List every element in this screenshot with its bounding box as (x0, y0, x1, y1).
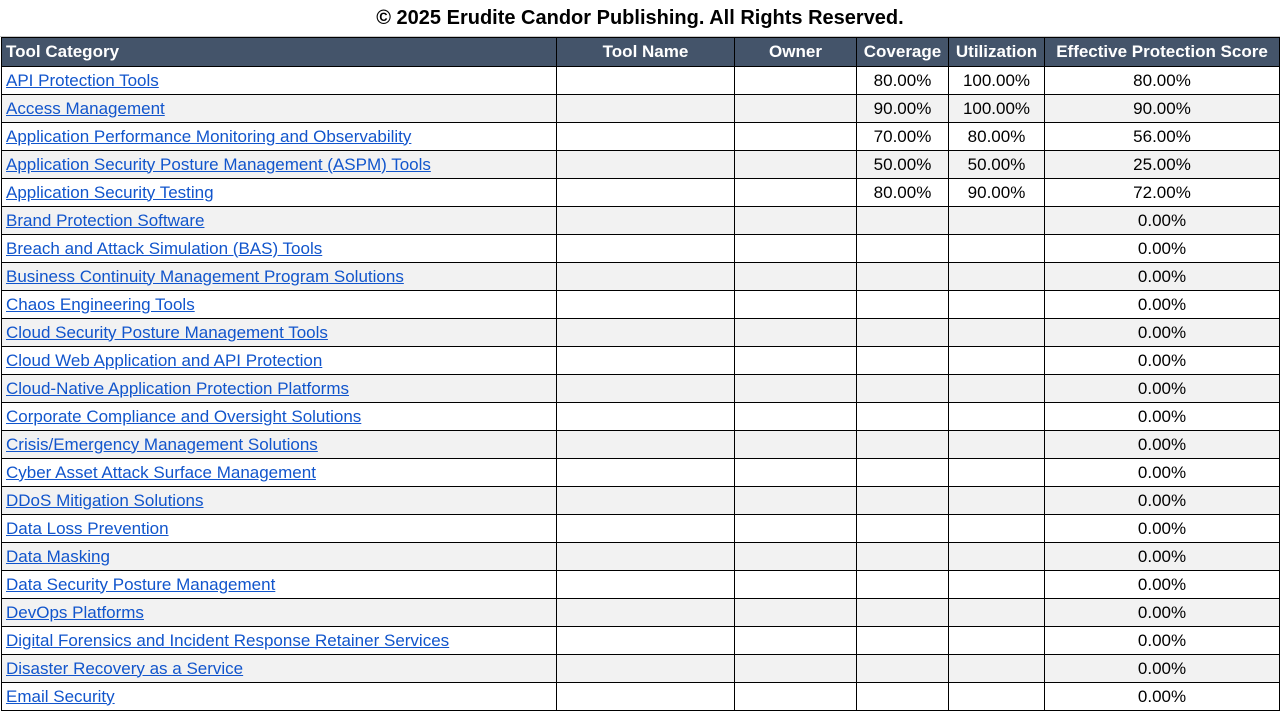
table-row (2, 599, 1280, 627)
effective-protection-score-cell[interactable]: 0.00% (1045, 431, 1280, 459)
tool-name-cell[interactable] (557, 67, 735, 95)
tool-category-cell[interactable] (2, 571, 557, 599)
tool-category-cell[interactable] (2, 683, 557, 711)
coverage-cell[interactable]: 50.00% (857, 151, 949, 179)
coverage-cell[interactable] (857, 263, 949, 291)
tool-category-link[interactable]: Application Performance Monitoring and Observability (6, 126, 412, 146)
owner-cell[interactable] (735, 235, 857, 263)
tool-name-cell[interactable] (557, 487, 735, 515)
table-row (2, 263, 1280, 291)
tool-name-cell[interactable] (557, 683, 735, 711)
utilization-cell[interactable] (949, 263, 1045, 291)
tool-category-link[interactable]: DevOps Platforms (6, 602, 144, 622)
table-row (2, 655, 1280, 683)
coverage-cell[interactable]: 80.00% (857, 179, 949, 207)
tool-category-cell[interactable] (2, 319, 557, 347)
effective-protection-score-cell[interactable]: 0.00% (1045, 291, 1280, 319)
effective-protection-score-cell[interactable]: 0.00% (1045, 235, 1280, 263)
effective-protection-score-cell[interactable]: 0.00% (1045, 571, 1280, 599)
effective-protection-score-cell[interactable]: 80.00% (1045, 67, 1280, 95)
column-header-effective-protection-score[interactable]: Effective Protection Score (1045, 38, 1280, 67)
utilization-cell[interactable] (949, 403, 1045, 431)
tool-name-cell[interactable] (557, 375, 735, 403)
coverage-cell[interactable] (857, 627, 949, 655)
owner-cell[interactable] (735, 487, 857, 515)
effective-protection-score-cell[interactable]: 0.00% (1045, 487, 1280, 515)
utilization-cell[interactable]: 90.00% (949, 179, 1045, 207)
owner-cell[interactable] (735, 95, 857, 123)
column-header-owner[interactable]: Owner (735, 38, 857, 67)
tool-name-cell[interactable] (557, 263, 735, 291)
coverage-cell[interactable] (857, 347, 949, 375)
tool-name-cell[interactable] (557, 151, 735, 179)
table-row (2, 207, 1280, 235)
tool-name-cell[interactable] (557, 515, 735, 543)
tool-category-cell[interactable] (2, 431, 557, 459)
utilization-cell[interactable] (949, 683, 1045, 711)
tool-category-link[interactable]: Cloud Web Application and API Protection (6, 350, 323, 370)
tool-name-cell[interactable] (557, 431, 735, 459)
utilization-cell[interactable]: 100.00% (949, 95, 1045, 123)
coverage-cell[interactable]: 80.00% (857, 67, 949, 95)
tool-name-cell[interactable] (557, 235, 735, 263)
effective-protection-score-cell[interactable]: 0.00% (1045, 319, 1280, 347)
utilization-cell[interactable] (949, 487, 1045, 515)
column-header-coverage[interactable]: Coverage (857, 38, 949, 67)
tool-name-cell[interactable] (557, 291, 735, 319)
tool-name-cell[interactable] (557, 179, 735, 207)
owner-cell[interactable] (735, 599, 857, 627)
utilization-cell[interactable] (949, 543, 1045, 571)
table-row (2, 179, 1280, 207)
tool-name-cell[interactable] (557, 655, 735, 683)
utilization-cell[interactable] (949, 347, 1045, 375)
owner-cell[interactable] (735, 403, 857, 431)
effective-protection-score-cell[interactable]: 0.00% (1045, 599, 1280, 627)
table-row (2, 375, 1280, 403)
utilization-cell[interactable] (949, 235, 1045, 263)
coverage-cell[interactable] (857, 683, 949, 711)
owner-cell[interactable] (735, 571, 857, 599)
table-row (2, 151, 1280, 179)
owner-cell[interactable] (735, 123, 857, 151)
utilization-cell[interactable] (949, 599, 1045, 627)
coverage-cell[interactable] (857, 459, 949, 487)
table-row (2, 123, 1280, 151)
tool-category-link[interactable]: Data Masking (6, 546, 110, 566)
tool-name-cell[interactable] (557, 459, 735, 487)
tool-category-cell[interactable] (2, 291, 557, 319)
effective-protection-score-cell[interactable]: 0.00% (1045, 263, 1280, 291)
utilization-cell[interactable]: 80.00% (949, 123, 1045, 151)
table-row (2, 627, 1280, 655)
tool-category-link[interactable]: Data Loss Prevention (6, 518, 169, 538)
owner-cell[interactable] (735, 655, 857, 683)
tool-category-link[interactable]: Data Security Posture Management (6, 574, 276, 594)
coverage-cell[interactable] (857, 291, 949, 319)
table-row (2, 235, 1280, 263)
coverage-cell[interactable] (857, 319, 949, 347)
utilization-cell[interactable]: 100.00% (949, 67, 1045, 95)
utilization-cell[interactable]: 50.00% (949, 151, 1045, 179)
effective-protection-score-cell[interactable]: 0.00% (1045, 543, 1280, 571)
utilization-cell[interactable] (949, 291, 1045, 319)
tool-category-cell[interactable] (2, 347, 557, 375)
table-row (2, 683, 1280, 711)
table-row (2, 487, 1280, 515)
owner-cell[interactable] (735, 319, 857, 347)
coverage-cell[interactable] (857, 655, 949, 683)
owner-cell[interactable] (735, 431, 857, 459)
table-row (2, 403, 1280, 431)
owner-cell[interactable] (735, 263, 857, 291)
tool-category-link[interactable]: Cloud Security Posture Management Tools (6, 322, 328, 342)
utilization-cell[interactable] (949, 515, 1045, 543)
coverage-cell[interactable]: 70.00% (857, 123, 949, 151)
tool-name-cell[interactable] (557, 543, 735, 571)
tool-category-link[interactable]: Disaster Recovery as a Service (6, 658, 244, 678)
coverage-cell[interactable] (857, 207, 949, 235)
coverage-cell[interactable] (857, 515, 949, 543)
tool-category-link[interactable]: Application Security Testing (6, 182, 214, 202)
tool-category-link[interactable]: Breach and Attack Simulation (BAS) Tools (6, 238, 323, 258)
table-row (2, 319, 1280, 347)
coverage-cell[interactable] (857, 431, 949, 459)
tool-category-link[interactable]: Chaos Engineering Tools (6, 294, 195, 314)
utilization-cell[interactable] (949, 319, 1045, 347)
effective-protection-score-cell[interactable]: 0.00% (1045, 515, 1280, 543)
tool-category-cell[interactable] (2, 179, 557, 207)
tool-category-link[interactable]: Corporate Compliance and Oversight Solutions (6, 406, 362, 426)
effective-protection-score-cell[interactable]: 56.00% (1045, 123, 1280, 151)
owner-cell[interactable] (735, 515, 857, 543)
effective-protection-score-cell[interactable]: 0.00% (1045, 655, 1280, 683)
tool-category-link[interactable]: Brand Protection Software (6, 210, 205, 230)
tool-name-cell[interactable] (557, 627, 735, 655)
tool-category-cell[interactable] (2, 599, 557, 627)
tool-category-cell[interactable] (2, 207, 557, 235)
owner-cell[interactable] (735, 627, 857, 655)
tool-category-link[interactable]: Email Security (6, 686, 115, 706)
tool-category-cell[interactable] (2, 655, 557, 683)
tool-name-cell[interactable] (557, 347, 735, 375)
tool-category-cell[interactable] (2, 403, 557, 431)
tools-table (1, 37, 1280, 711)
header-row (2, 38, 1280, 67)
tool-category-cell[interactable] (2, 151, 557, 179)
table-row (2, 67, 1280, 95)
tool-category-link[interactable]: Application Security Posture Management (ASPM) Tools (6, 154, 431, 174)
utilization-cell[interactable] (949, 207, 1045, 235)
coverage-cell[interactable] (857, 599, 949, 627)
tool-name-cell[interactable] (557, 123, 735, 151)
table-row (2, 95, 1280, 123)
coverage-cell[interactable] (857, 487, 949, 515)
table-row (2, 515, 1280, 543)
coverage-cell[interactable]: 90.00% (857, 95, 949, 123)
effective-protection-score-cell[interactable]: 0.00% (1045, 207, 1280, 235)
tool-category-link[interactable]: Cloud-Native Application Protection Platforms (6, 378, 349, 398)
owner-cell[interactable] (735, 347, 857, 375)
utilization-cell[interactable] (949, 375, 1045, 403)
coverage-cell[interactable] (857, 235, 949, 263)
effective-protection-score-cell[interactable]: 0.00% (1045, 683, 1280, 711)
owner-cell[interactable] (735, 67, 857, 95)
column-header-tool-name[interactable]: Tool Name (557, 38, 735, 67)
owner-cell[interactable] (735, 543, 857, 571)
effective-protection-score-cell[interactable]: 90.00% (1045, 95, 1280, 123)
tool-category-cell[interactable] (2, 543, 557, 571)
effective-protection-score-cell[interactable]: 0.00% (1045, 459, 1280, 487)
page-title: © 2025 Erudite Candor Publishing. All Rights Reserved. (0, 0, 1280, 37)
coverage-cell[interactable] (857, 571, 949, 599)
owner-cell[interactable] (735, 291, 857, 319)
table-row (2, 291, 1280, 319)
owner-cell[interactable] (735, 151, 857, 179)
tool-category-cell[interactable] (2, 487, 557, 515)
effective-protection-score-cell[interactable]: 0.00% (1045, 375, 1280, 403)
tool-category-link[interactable]: DDoS Mitigation Solutions (6, 490, 204, 510)
utilization-cell[interactable] (949, 431, 1045, 459)
effective-protection-score-cell[interactable]: 0.00% (1045, 347, 1280, 375)
tool-name-cell[interactable] (557, 599, 735, 627)
utilization-cell[interactable] (949, 627, 1045, 655)
utilization-cell[interactable] (949, 459, 1045, 487)
table-row (2, 459, 1280, 487)
table-row (2, 431, 1280, 459)
tool-name-cell[interactable] (557, 319, 735, 347)
owner-cell[interactable] (735, 459, 857, 487)
owner-cell[interactable] (735, 179, 857, 207)
effective-protection-score-cell[interactable]: 0.00% (1045, 403, 1280, 431)
coverage-cell[interactable] (857, 403, 949, 431)
tool-category-cell[interactable] (2, 263, 557, 291)
tool-category-cell[interactable] (2, 95, 557, 123)
tool-category-link[interactable]: API Protection Tools (6, 70, 159, 90)
column-header-utilization[interactable]: Utilization (949, 38, 1045, 67)
utilization-cell[interactable] (949, 655, 1045, 683)
effective-protection-score-cell[interactable]: 72.00% (1045, 179, 1280, 207)
tool-category-cell[interactable] (2, 459, 557, 487)
tool-category-link[interactable]: Business Continuity Management Program Solutions (6, 266, 404, 286)
tool-name-cell[interactable] (557, 403, 735, 431)
owner-cell[interactable] (735, 375, 857, 403)
owner-cell[interactable] (735, 207, 857, 235)
tool-category-link[interactable]: Access Management (6, 98, 165, 118)
coverage-cell[interactable] (857, 543, 949, 571)
tool-category-cell[interactable] (2, 235, 557, 263)
effective-protection-score-cell[interactable]: 25.00% (1045, 151, 1280, 179)
tool-category-cell[interactable] (2, 123, 557, 151)
column-header-tool-category[interactable]: Tool Category (2, 38, 557, 67)
table-row (2, 543, 1280, 571)
effective-protection-score-cell[interactable]: 0.00% (1045, 627, 1280, 655)
table-row (2, 347, 1280, 375)
tool-category-link[interactable]: Digital Forensics and Incident Response Retainer Services (6, 630, 450, 650)
coverage-cell[interactable] (857, 375, 949, 403)
table-row (2, 571, 1280, 599)
tool-name-cell[interactable] (557, 95, 735, 123)
utilization-cell[interactable] (949, 571, 1045, 599)
tool-category-cell[interactable] (2, 515, 557, 543)
tool-category-cell[interactable] (2, 627, 557, 655)
tool-name-cell[interactable] (557, 207, 735, 235)
tool-category-link[interactable]: Cyber Asset Attack Surface Management (6, 462, 316, 482)
owner-cell[interactable] (735, 683, 857, 711)
tool-category-cell[interactable] (2, 375, 557, 403)
tool-category-link[interactable]: Crisis/Emergency Management Solutions (6, 434, 318, 454)
tool-category-cell[interactable] (2, 67, 557, 95)
tool-name-cell[interactable] (557, 571, 735, 599)
